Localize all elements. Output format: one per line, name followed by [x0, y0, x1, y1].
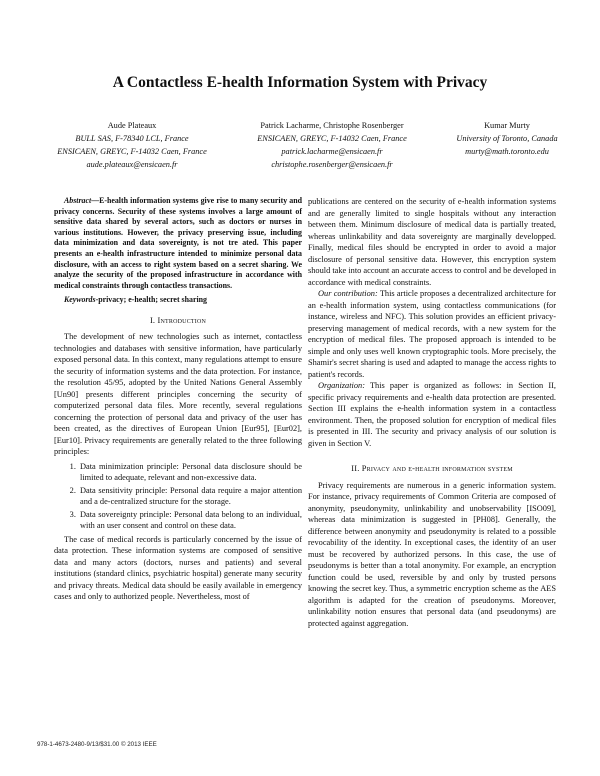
contribution-lead: Our contribution: — [318, 289, 378, 298]
author-affiliation: ENSICAEN, GREYC, F-14032 Caen, France — [257, 134, 407, 143]
author-2 — [232, 119, 432, 171]
intro-paragraph-2: The case of medical records is particularly concerned by the issue of data protection. These information systems are composed of sensitive data and many actors (doctors, nurses and patients) and several institutions (standard clinics, psychiatric hospital) generate many security and privacy threats. Medical data should be easily available in emergency cases and only to authorized people. Nevertheless, most of — [54, 534, 302, 602]
paper-title: A Contactless E-health Information System with Privacy — [112, 74, 488, 91]
keywords — [54, 295, 302, 306]
abstract-body: —E-health information systems give rise to many security and privacy concerns. Security of these systems involves a large amount of sensitive data shared by several actors, such as doctors or nurses in various institutions. However, the privacy preserving issue, including data minimization and data sovereignty, is not tre ated. This paper presents an e-health infrastructure intended to minimize personal data disclosure, with an access to right system based on a secret sharing. We analyze the security of the proposed infrastructure in accordance with medical constraints through contactless transactions. — [54, 196, 302, 290]
left-column — [54, 196, 302, 603]
contribution-paragraph — [308, 288, 556, 380]
author-1 — [22, 119, 242, 171]
author-affiliation: University of Toronto, Canada — [456, 134, 558, 143]
right-column — [308, 196, 556, 629]
principles-list — [54, 461, 302, 532]
contribution-body: This article proposes a decentralized architecture for an e-health information system, using contactless communications (for instance, wireless and NFC). This solution provides an efficient privacy-preserving management of medical records, with a new system for the encryption of medical files. The proposed approach is intended to be simple and only uses well known cryptographic tools. More precisely, the Shamir's secret sharing is used and adapted to manage the access rights to patient's records. — [308, 289, 556, 379]
author-3 — [432, 119, 582, 158]
author-name: Aude Plateaux — [107, 121, 157, 130]
author-name: Kumar Murty — [484, 121, 530, 130]
keywords-lead: Keywords — [64, 295, 96, 305]
author-affiliation: BULL SAS, F-78340 LCL, France — [75, 134, 189, 143]
abstract — [54, 196, 302, 291]
organization-body: This paper is organized as follows: in Section II, specific privacy requirements and e-health data protection are presented. Section III explains the e-health information system in a contactless environment. Then, the proposed solution for encryption of medical files is presented in III. The security and privacy analysis of our solution is given in Section V. — [308, 381, 556, 448]
author-email: christophe.rosenberger@ensicaen.fr — [271, 160, 393, 169]
section-heading-introduction: I. Introduction — [149, 315, 207, 325]
author-affiliation: ENSICAEN, GREYC, F-14032 Caen, France — [57, 147, 207, 156]
principle-item: 3. Data sovereignty principle: Personal data belong to an individual, with an user consent and control on these data. — [78, 509, 302, 532]
privacy-paragraph-1: Privacy requirements are numerous in a generic information system. For instance, privacy requirements of Common Criteria are composed of anonymity, pseudonymity, unlinkability and unobservability [ISO09], whereas data minimization is suggested in [PH08]. Generally, the difference between anonymity and pseudonymity is related to a possible revocability of the identity. In exceptional cases, the identity of an user must be recovered by authorized persons. In this case, the use of pseudonyms is better than a total anonymity. For example, an encryption function could be used, reversible by and only by trusted persons knowing the secret key. Thus, a symmetric encryption scheme as the AES algorithm is adapted for the creation of pseudonyms. Moreover, unlinkability notion ensures that personal data (and pseudonyms) are protected against aggregation. — [308, 480, 556, 628]
author-email: aude.plateaux@ensicaen.fr — [86, 160, 178, 169]
principle-item: 2. Data sensitivity principle: Personal data require a major attention and a de-centralized structure for the storage. — [78, 485, 302, 508]
organization-paragraph — [308, 380, 556, 449]
copyright-footer: 978-1-4673-2480-9/13/$31.00 © 2013 IEEE — [37, 741, 157, 748]
principle-item: 1. Data minimization principle: Personal data disclosure should be limited to adequate, relevant and non-excessive data. — [78, 461, 302, 484]
keywords-body: -privacy; e-health; secret sharing — [95, 295, 207, 305]
author-name: Patrick Lacharme, Christophe Rosenberger — [260, 121, 404, 130]
intro-paragraph-3: publications are centered on the security of e-health information systems and are generally limited to single hospitals without any interaction between them. Minimum disclosure of medical data is partially treated, whereas unlinkability and data sovereignty are marginally developped. Finally, medical files should be encrypted in order to avoid a major disclosure of personal sensitive data. However, this encryption system should take into account an accurate access to control and be developed in accordance with medical constraints. — [308, 197, 556, 287]
abstract-lead: Abstract — [64, 196, 92, 205]
organization-lead: Organization: — [318, 381, 365, 390]
author-email: patrick.lacharme@ensicaen.fr — [281, 147, 383, 156]
intro-paragraph-1: The development of new technologies such as internet, contactless technologies and databases with sensitive information, have particularly exposed personal data. In this context, many regulations attempt to ensure the security of information systems and the data protection. For instance, the resolution 45/95, adopted by the United Nations General Assembly [Un90] presents different principles concerning the security of computerized personal data files. More recently, several regulations concerning the protection of personal data and privacy of the user has been created, as the directives of European Union [Eur95], [Eur02], [Eur10]. Privacy requirements are generally related to the three following principles: — [54, 332, 302, 457]
section-heading-privacy: II. Privacy and e-health information system — [351, 464, 513, 473]
author-email: murty@math.toronto.edu — [465, 147, 549, 156]
